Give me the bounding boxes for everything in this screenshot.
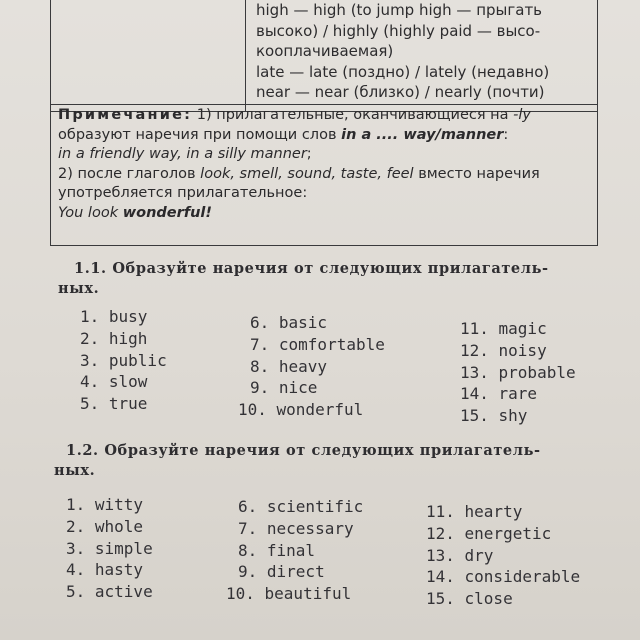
note-line-2 xyxy=(58,126,598,146)
list-item: 9. nice xyxy=(250,378,318,398)
heading-line: ных. xyxy=(58,280,100,297)
list-item: 11. hearty xyxy=(426,502,523,521)
exercise-1-2-column-3 xyxy=(426,501,580,610)
list-item: 10. beautiful xyxy=(226,584,352,604)
list-item: 12. noisy xyxy=(460,340,547,360)
list-item: 13. dry xyxy=(426,545,494,565)
note-example-bold: wonderful! xyxy=(122,204,212,221)
list-item: 14. considerable xyxy=(426,567,581,587)
exercise-1-1-heading xyxy=(58,259,549,299)
list-item: 1. busy xyxy=(80,307,148,326)
note-example-start: You look xyxy=(58,204,123,221)
list-item: 15. close xyxy=(426,589,513,609)
list-item: 1. witty xyxy=(66,495,144,514)
list-item: 5. true xyxy=(80,394,148,414)
list-item: 8. final xyxy=(238,540,316,560)
note-suffix: -ly xyxy=(513,107,531,123)
exercise-1-1-column-1 xyxy=(80,306,167,415)
list-item: 2. high xyxy=(80,328,148,348)
list-item: 2. whole xyxy=(66,516,144,536)
note-line4-text: 2) после глаголов xyxy=(58,165,201,182)
note-line2-end: : xyxy=(503,126,509,143)
list-item: 15. shy xyxy=(460,406,528,426)
note-line-4 xyxy=(58,165,598,185)
list-item: 7. necessary xyxy=(238,518,354,538)
list-item: 6. scientific xyxy=(238,497,364,516)
note-verbs: look, smell, sound, taste, feel xyxy=(200,165,414,182)
list-item: 3. public xyxy=(80,350,167,370)
note-example xyxy=(58,204,598,224)
list-item: 3. simple xyxy=(66,538,153,558)
list-item: 8. heavy xyxy=(250,356,328,376)
list-item: 13. probable xyxy=(460,362,576,382)
note-line-1 xyxy=(58,106,598,126)
note-line4-end: вместо наречия xyxy=(413,165,540,182)
note-examples: in a friendly way, in a silly manner xyxy=(58,146,307,162)
note-line2-text: образуют наречия при помощи слов xyxy=(58,126,342,143)
note-line-5: употребляется прилагательное: xyxy=(58,185,308,201)
exercise-1-2-column-1 xyxy=(66,494,153,603)
list-item: 4. hasty xyxy=(66,560,144,580)
table-column-divider xyxy=(245,0,246,111)
note-line-3 xyxy=(58,145,598,165)
list-item: 7. comfortable xyxy=(250,334,385,354)
exercise-1-2-heading xyxy=(54,441,541,481)
list-item: 14. rare xyxy=(460,384,538,404)
list-item: 11. magic xyxy=(460,319,547,338)
list-item: 10. wonderful xyxy=(238,400,364,420)
note-line1-text: 1) прилагательные, оканчивающиеся на xyxy=(192,107,514,123)
note-label: Примечание: xyxy=(58,107,193,123)
rule-table-text xyxy=(256,0,596,103)
rule-line: late — late (поздно) / lately (недавно) xyxy=(256,62,550,81)
note-line3-end: ; xyxy=(306,146,312,162)
rule-line: near — near (близко) / nearly (почти) xyxy=(256,83,545,101)
exercise-1-2-column-2 xyxy=(226,496,364,605)
list-item: 12. energetic xyxy=(426,523,552,543)
note-phrase: in a .... way/manner xyxy=(341,126,504,143)
list-item: 6. basic xyxy=(250,313,328,332)
heading-line: ных. xyxy=(54,462,96,479)
rule-line: высоко) / highly (highly paid — высо- xyxy=(256,21,541,40)
rule-line: кооплачиваемая) xyxy=(256,42,394,60)
list-item: 5. active xyxy=(66,582,153,602)
note-text xyxy=(58,106,598,223)
heading-line: 1.2. Образуйте наречия от следующих прилагатель- xyxy=(66,442,541,459)
list-item: 9. direct xyxy=(238,562,325,582)
exercise-1-1-column-3 xyxy=(460,318,576,427)
heading-line: 1.1. Образуйте наречия от следующих прилагатель- xyxy=(74,260,549,277)
rule-line: high — high (to jump high — прыгать xyxy=(256,1,543,19)
list-item: 4. slow xyxy=(80,372,148,392)
exercise-1-1-column-2 xyxy=(238,312,385,421)
